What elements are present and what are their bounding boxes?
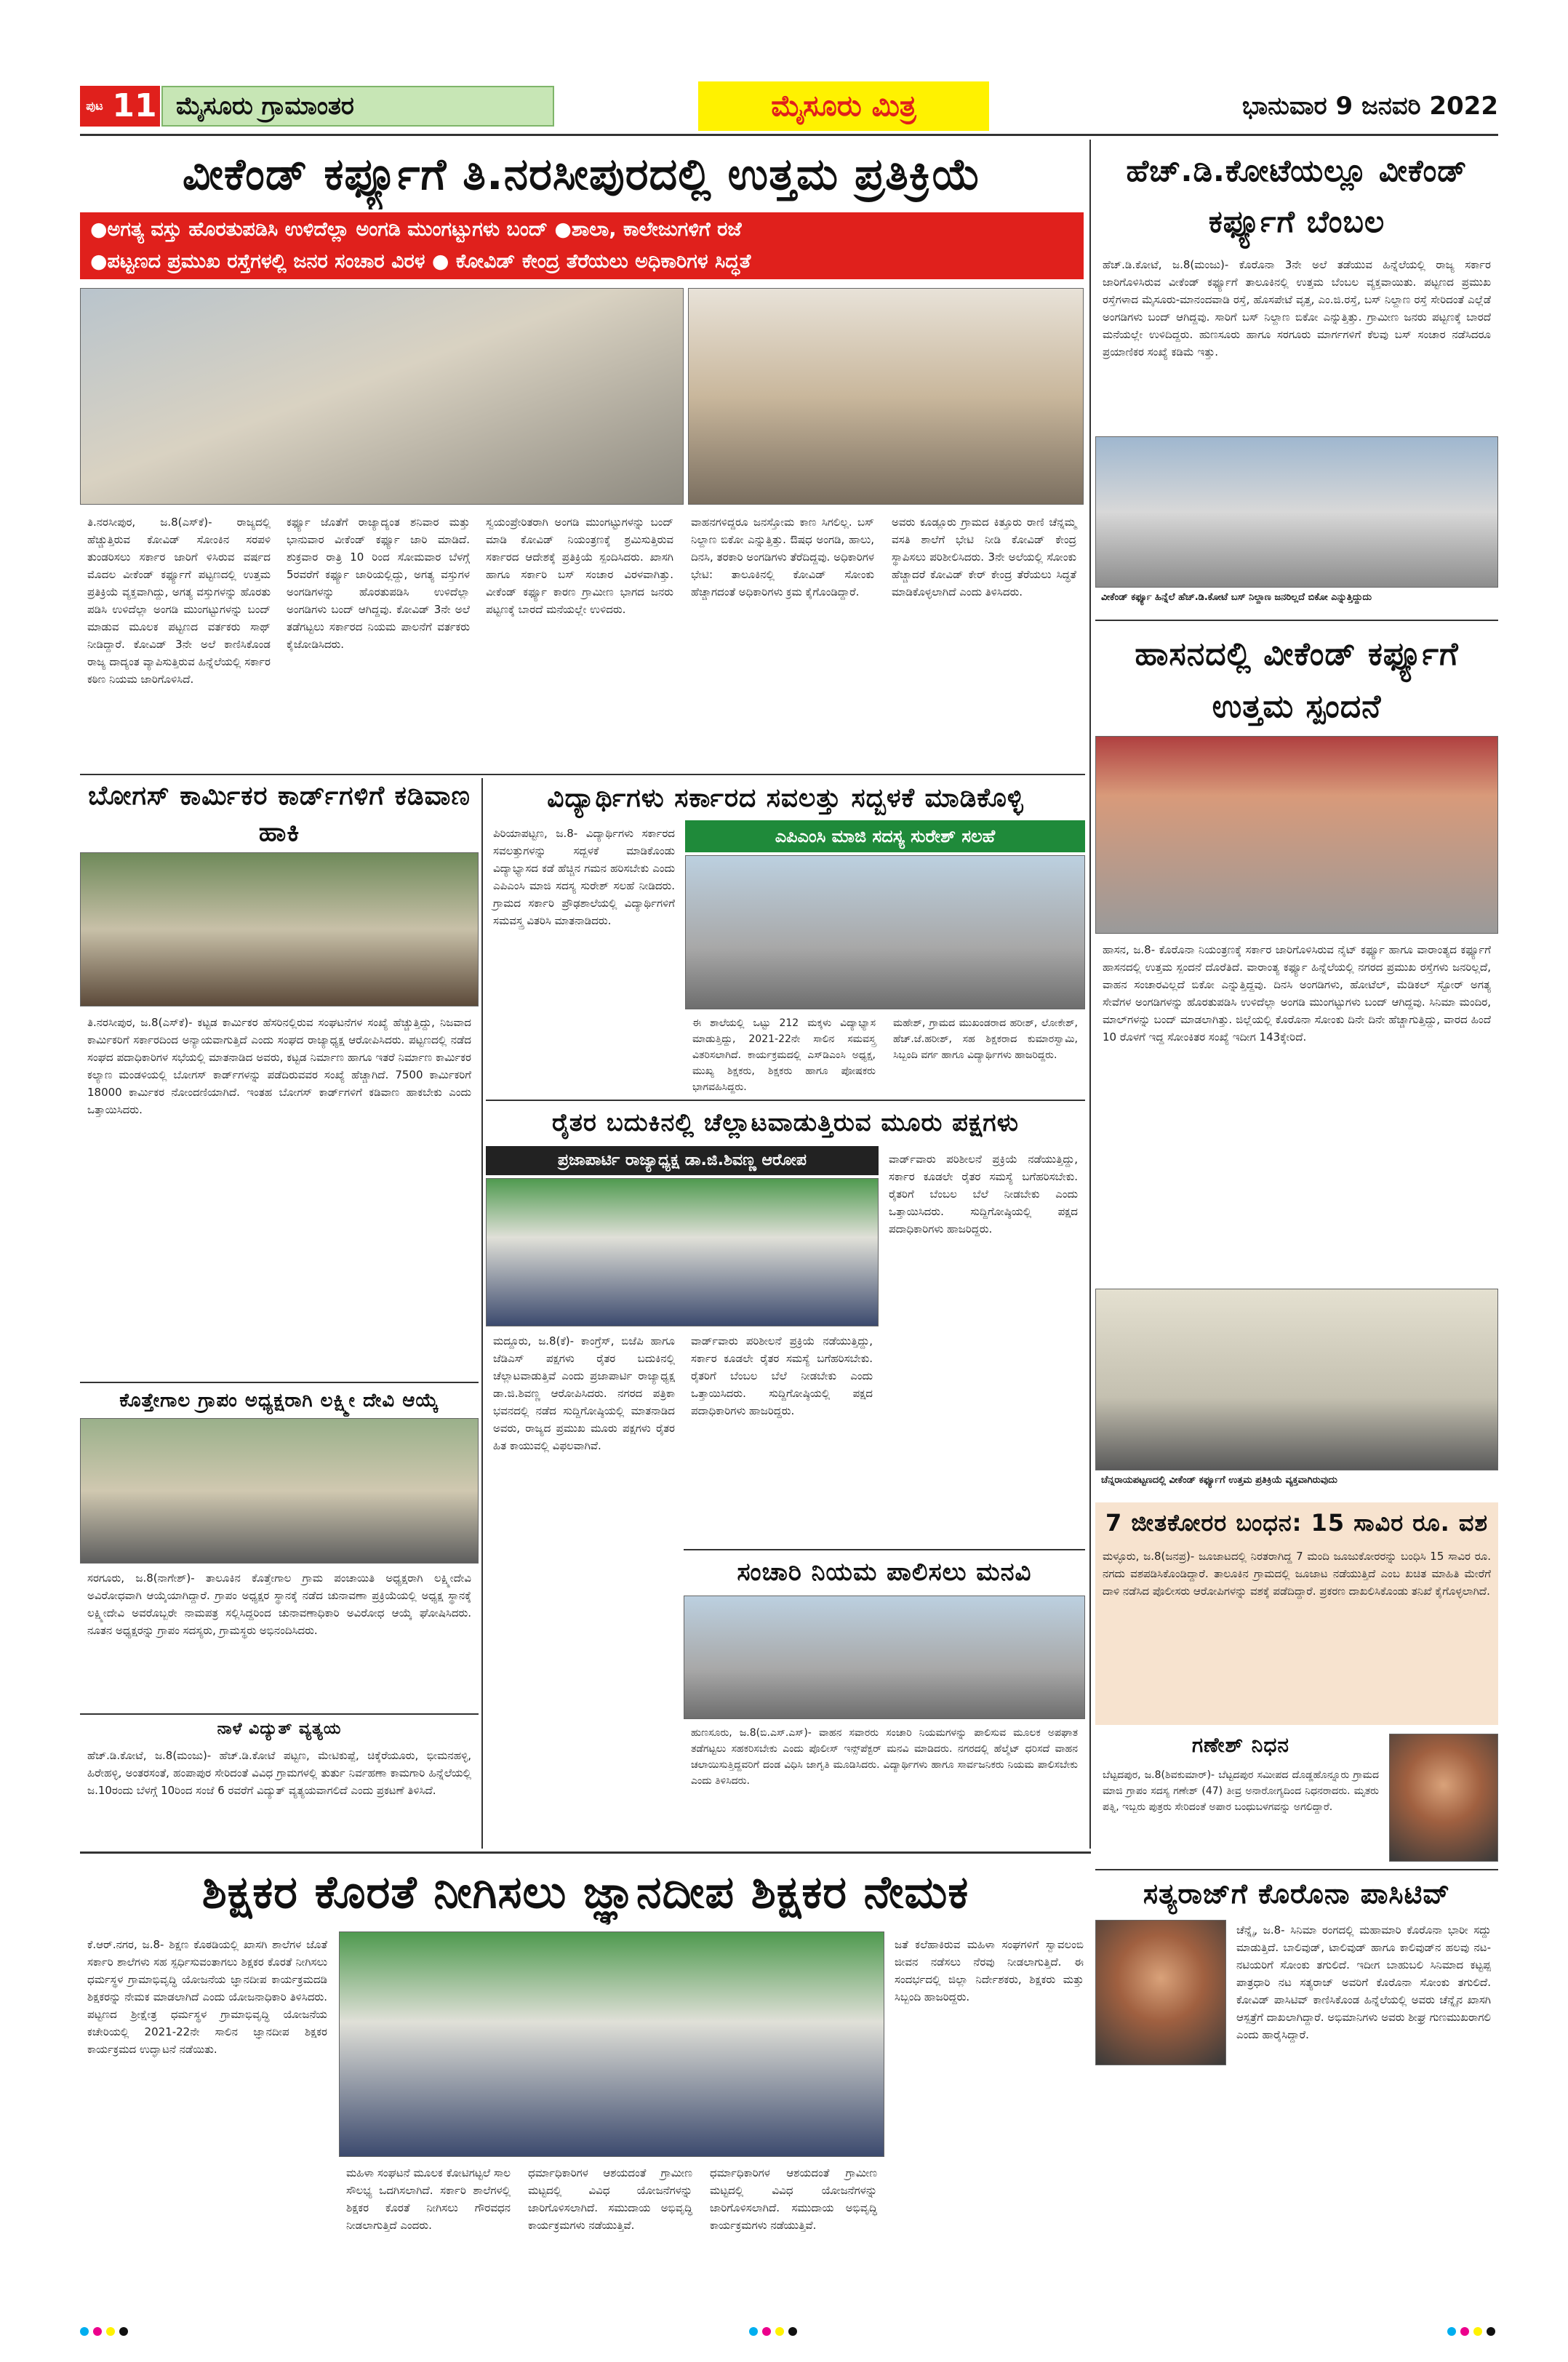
teachers-headline: ಶಿಕ್ಷಕರ ಕೊರತೆ ನೀಗಿಸಲು ಜ್ಞಾನದೀಪ ಶಿಕ್ಷಕರ ನೇಮಕ	[201, 1865, 969, 1918]
farmers-headline: ರೈತರ ಬದುಕಿನಲ್ಲಿ ಚೆಲ್ಲಾಟವಾಡುತ್ತಿರುವ ಮೂರು ಪಕ್ಷಗಳು	[552, 1108, 1019, 1137]
teachers-col-1: ಕೆ.ಆರ್.ನಗರ, ಜ.8- ಶಿಕ್ಷಣ ಕೊಠಡಿಯಲ್ಲಿ ಖಾಸಗಿ ಶಾಲೆಗಳ ಜೊತೆ ಸರ್ಕಾರಿ ಶಾಲೆಗಳು ಸಹ ಸ್ಪರ್ಧಿಸುವಂತಾಗಲು ಶಿಕ್ಷಕರ ಕೊರತೆ ನೀಗಿಸಲು ಧರ್ಮಸ್ಥಳ ಗ್ರಾಮಾಭಿವೃದ್ಧಿ ಯೋಜನೆಯ ಜ್ಞಾನದೀಪ ಕಾರ್ಯಕ್ರಮದಡಿ ಶಿಕ್ಷಕರನ್ನು ನೇಮಕ ಮಾಡಲಾಗಿದೆ ಎಂದು ಯೋಜನಾಧಿಕಾರಿ ತಿಳಿಸಿದರು. ಪಟ್ಟಣದ ಶ್ರೀಕ್ಷೇತ್ರ ಧರ್ಮಸ್ಥಳ ಗ್ರಾಮಾಭಿವೃದ್ಧಿ ಯೋಜನೆಯ ಕಚೇರಿಯಲ್ಲಿ 2021-22ನೇ ಸಾಲಿನ ಜ್ಞಾನದೀಪ ಶಿಕ್ಷಕರ ಕಾರ್ಯಕ್ರಮದ ಉದ್ಘಾಟನೆ ನಡೆಯಿತು.	[87, 1938, 327, 2056]
bullet-line-1: ●ಅಗತ್ಯ ವಸ್ತು ಹೊರತುಪಡಿಸಿ ಉಳಿದೆಲ್ಲಾ ಅಂಗಡಿ ಮುಂಗಟ್ಟುಗಳು ಬಂದ್ ●ಶಾಲಾ, ಕಾಲೇಜುಗಳಿಗೆ ರಜೆ	[90, 218, 742, 241]
photo-bus-stand	[688, 288, 1084, 505]
photo-hassan-market	[1095, 736, 1498, 934]
cmyk-dot	[1487, 2327, 1495, 2336]
power-body: ಹೆಚ್.ಡಿ.ಕೋಟೆ, ಜ.8(ಮಂಜು)- ಹೆಚ್.ಡಿ.ಕೋಟೆ ಪಟ್ಟಣ, ಮೇಟಿಕುಪ್ಪೆ, ಚಿಕ್ಕೆರೆಯೂರು, ಭೀಮನಹಳ್ಳಿ, ಹಿರೇಹಳ್ಳಿ, ಅಂತರಸಂತೆ, ಹಂಪಾಪುರ ಸೇರಿದಂತೆ ವಿವಿಧ ಗ್ರಾಮಗಳಲ್ಲಿ ತುರ್ತು ನಿರ್ವಹಣಾ ಕಾಮಗಾರಿ ಹಿನ್ನೆಲೆಯಲ್ಲಿ ಜ.10ರಂದು ಬೆಳಗ್ಗೆ 10ರಿಂದ ಸಂಜೆ 6 ರವರೆಗೆ ವಿದ್ಯುತ್ ವ್ಯತ್ಯಯವಾಗಲಿದೆ ಎಂದು ಪ್ರಕಟಣೆ ತಿಳಿಸಿದೆ.	[87, 1749, 471, 1797]
photo-uniform-distribution	[685, 855, 1085, 1009]
divider-teachers-top	[80, 1851, 1091, 1854]
cmyk-dot	[788, 2327, 797, 2336]
hassan-body: ಹಾಸನ, ಜ.8- ಕೊರೊನಾ ನಿಯಂತ್ರಣಕ್ಕೆ ಸರ್ಕಾರ ಜಾರಿಗೊಳಿಸಿರುವ ನೈಟ್ ಕರ್ಫ್ಯೂ ಹಾಗೂ ವಾರಾಂತ್ಯದ ಕರ್ಫ್ಯೂಗೆ ಹಾಸನದಲ್ಲಿ ಉತ್ತಮ ಸ್ಪಂದನೆ ದೊರೆತಿದೆ. ವಾರಾಂತ್ಯ ಕರ್ಫ್ಯೂ ಹಿನ್ನೆಲೆಯಲ್ಲಿ ನಗರದ ಪ್ರಮುಖ ರಸ್ತೆಗಳು ಜನರಿಲ್ಲದೆ, ವಾಹನ ಸಂಚಾರವಿಲ್ಲದೆ ಬಿಕೋ ಎನ್ನುತ್ತಿದ್ದವು. ದಿನಸಿ ಅಂಗಡಿಗಳು, ಹೋಟೆಲ್, ಮೆಡಿಕಲ್ ಸ್ಟೋರ್ ಅಗತ್ಯ ಸೇವೆಗಳ ಅಂಗಡಿಗಳನ್ನು ಹೊರತುಪಡಿಸಿ ಉಳಿದೆಲ್ಲಾ ಅಂಗಡಿ ಮುಂಗಟ್ಟುಗಳು ಬಂದ್ ಆಗಿದ್ದವು. ಸಿನಿಮಾ ಮಂದಿರ, ಮಾಲ್‌ಗಳನ್ನು ಬಂದ್ ಮಾಡಲಾಗಿತ್ತು. ಜಿಲ್ಲೆಯಲ್ಲಿ ಕೊರೊನಾ ಸೋಂಕು ದಿನೇ ದಿನೇ ಹೆಚ್ಚಾಗುತ್ತಿದ್ದು, ವಾರದ ಹಿಂದೆ 10 ರೊಳಗೆ ಇದ್ದ ಸೋಂಕಿತರ ಸಂಖ್ಯೆ ಇದೀಗ 143ಕ್ಕೇರಿದೆ.	[1103, 943, 1491, 1044]
page-number: 11	[109, 86, 160, 127]
students-body-1: ಪಿರಿಯಾಪಟ್ಟಣ, ಜ.8- ವಿದ್ಯಾರ್ಥಿಗಳು ಸರ್ಕಾರದ ಸವಲತ್ತುಗಳನ್ನು ಸದ್ಬಳಕೆ ಮಾಡಿಕೊಂಡು ವಿದ್ಯಾಭ್ಯಾಸದ ಕಡೆ ಹೆಚ್ಚಿನ ಗಮನ ಹರಿಸಬೇಕು ಎಂದು ಎಪಿಎಂಸಿ ಮಾಜಿ ಸದಸ್ಯ ಸುರೇಶ್ ಸಲಹೆ ನೀಡಿದರು. ಗ್ರಾಮದ ಸರ್ಕಾರಿ ಪ್ರೌಢಶಾಲೆಯಲ್ಲಿ ವಿದ್ಯಾರ್ಥಿಗಳಿಗೆ ಸಮವಸ್ತ್ರ ವಿತರಿಸಿ ಮಾತನಾಡಿದರು.	[493, 827, 675, 927]
header-rule	[80, 134, 1498, 136]
page-label: ಪುಟ	[80, 86, 109, 127]
cmyk-dot	[106, 2327, 115, 2336]
bogus-headline: ಬೋಗಸ್ ಕಾರ್ಮಿಕರ ಕಾರ್ಡ್‌ಗಳಿಗೆ ಕಡಿವಾಣ ಹಾಕಿ	[88, 781, 471, 847]
hd-kote-caption: ವೀಕೆಂಡ್ ಕರ್ಫ್ಯೂ ಹಿನ್ನೆಲೆ ಹೆಚ್.ಡಿ.ಕೋಟೆ ಬಸ್ ನಿಲ್ದಾಣ ಜನರಿಲ್ಲದೆ ಬಿಕೋ ಎನ್ನುತ್ತಿದ್ದುದು	[1095, 589, 1498, 618]
photo-hd-kote-bus-stand	[1095, 436, 1498, 588]
photo-press-meet	[486, 1178, 879, 1326]
main-col-4: ವಾಹನಗಳಿದ್ದರೂ ಜನಸ್ತೋಮ ಕಾಣ ಸಿಗಲಿಲ್ಲ. ಬಸ್ ನಿಲ್ದಾಣ ಬಿಕೋ ಎನ್ನುತ್ತಿತ್ತು. ಔಷಧ ಅಂಗಡಿ, ಹಾಲು, ದಿನಸಿ, ತರಕಾರಿ ಅಂಗಡಿಗಳು ತೆರೆದಿದ್ದವು. ಅಧಿಕಾರಿಗಳ ಭೇಟಿ: ತಾಲೂಕಿನಲ್ಲಿ ಕೋವಿಡ್ ಸೋಂಕು ಹೆಚ್ಚಾಗದಂತೆ ಅಧಿಕಾರಿಗಳು ಕ್ರಮ ಕೈಗೊಂಡಿದ್ದಾರೆ.	[691, 516, 874, 598]
issue-date: ಭಾನುವಾರ 9 ಜನವರಿ 2022	[1241, 92, 1498, 121]
divider-mid-2	[684, 1549, 1085, 1550]
page-header	[80, 81, 1498, 131]
main-headline: ವೀಕೆಂಡ್ ಕರ್ಫ್ಯೂಗೆ ತಿ.ನರಸೀಪುರದಲ್ಲಿ ಉತ್ತಮ ಪ್ರತಿಕ್ರಿಯೆ	[182, 149, 982, 200]
photo-closed-shops	[80, 288, 684, 505]
bonded-box	[1095, 1502, 1498, 1725]
divider-vert-right	[1089, 140, 1091, 1849]
section-name: ಮೈಸೂರು ಗ್ರಾಮಾಂತರ	[161, 86, 554, 127]
farmers-body-3-text: ವಾರ್ಡ್‌ವಾರು ಪರಿಶೀಲನೆ ಪ್ರಕ್ರಿಯೆ ನಡೆಯುತ್ತಿದ್ದು, ಸರ್ಕಾರ ಕೂಡಲೇ ರೈತರ ಸಮಸ್ಯೆ ಬಗೆಹರಿಸಬೇಕು. ರೈತರಿಗೆ ಬೆಂಬಲ ಬೆಲೆ ನೀಡಬೇಕು ಎಂದು ಒತ್ತಾಯಿಸಿದರು. ಸುದ್ದಿಗೋಷ್ಠಿಯಲ್ಲಿ ಪಕ್ಷದ ಪದಾಧಿಕಾರಿಗಳು ಹಾಜರಿದ್ದರು.	[889, 1153, 1078, 1236]
hd-kote-headline: ಹೆಚ್.ಡಿ.ಕೋಟೆಯಲ್ಲೂ ವೀಕೆಂಡ್ ಕರ್ಫ್ಯೂಗೆ ಬೆಂಬಲ	[1126, 153, 1468, 239]
main-col-2: ಕರ್ಫ್ಯೂ ಜೊತೆಗೆ ರಾಜ್ಯಾದ್ಯಂತ ಶನಿವಾರ ಮತ್ತು ಭಾನುವಾರ ವೀಕೆಂಡ್ ಕರ್ಫ್ಯೂ ಜಾರಿ ಮಾಡಿದೆ. ಶುಕ್ರವಾರ ರಾತ್ರಿ 10 ರಿಂದ ಸೋಮವಾರ ಬೆಳಗ್ಗೆ 5ರವರೆಗೆ ಕರ್ಫ್ಯೂ ಜಾರಿಯಲ್ಲಿದ್ದು, ಅಗತ್ಯ ವಸ್ತುಗಳ ಅಂಗಡಿಗಳನ್ನು ಹೊರತುಪಡಿಸಿ ಉಳಿದೆಲ್ಲಾ ಅಂಗಡಿಗಳು ಬಂದ್ ಆಗಿದ್ದವು. ಕೋವಿಡ್ 3ನೇ ಅಲೆ ತಡೆಗಟ್ಟಲು ಸರ್ಕಾರದ ನಿಯಮ ಪಾಲನೆಗೆ ವರ್ತಕರು ಕೈಜೋಡಿಸಿದರು.	[287, 516, 470, 651]
cmyk-dot	[1460, 2327, 1469, 2336]
photo-satyaraj	[1095, 1920, 1226, 2065]
bullet-line-2: ●ಪಟ್ಟಣದ ಪ್ರಮುಖ ರಸ್ತೆಗಳಲ್ಲಿ ಜನರ ಸಂಚಾರ ವಿರಳ ● ಕೋವಿಡ್ ಕೇಂದ್ರ ತೆರೆಯಲು ಅಧಿಕಾರಿಗಳ ಸಿದ್ಧತೆ	[90, 250, 751, 273]
satyaraj-body: ಚೆನ್ನೈ, ಜ.8- ಸಿನಿಮಾ ರಂಗದಲ್ಲಿ ಮಹಾಮಾರಿ ಕೊರೊನಾ ಭಾರೀ ಸದ್ದು ಮಾಡುತ್ತಿದೆ. ಬಾಲಿವುಡ್, ಟಾಲಿವುಡ್ ಹಾಗೂ ಕಾಲಿವುಡ್‌ನ ಹಲವು ನಟ-ನಟಿಯರಿಗೆ ಸೋಂಕು ತಗುಲಿದೆ. ಇದೀಗ ಬಾಹುಬಲಿ ಸಿನಿಮಾದ ಕಟ್ಟಪ್ಪ ಪಾತ್ರಧಾರಿ ನಟ ಸತ್ಯರಾಜ್ ಅವರಿಗೆ ಕೊರೊನಾ ಸೋಂಕು ತಗುಲಿದೆ. ಕೋವಿಡ್ ಪಾಸಿಟಿವ್ ಕಾಣಿಸಿಕೊಂಡ ಹಿನ್ನೆಲೆಯಲ್ಲಿ ಅವರು ಚೆನ್ನೈನ ಖಾಸಗಿ ಆಸ್ಪತ್ರೆಗೆ ದಾಖಲಾಗಿದ್ದಾರೆ. ಅಭಿಮಾನಿಗಳು ಅವರು ಶೀಘ್ರ ಗುಣಮುಖರಾಗಲಿ ಎಂದು ಹಾರೈಸಿದ್ದಾರೆ.	[1236, 1923, 1491, 2041]
lakshmi-headline: ಕೊತ್ತೇಗಾಲ ಗ್ರಾಪಂ ಅಧ್ಯಕ್ಷರಾಗಿ ಲಕ್ಷ್ಮೀ ದೇವಿ ಆಯ್ಕೆ	[119, 1390, 439, 1412]
main-col-1: ತಿ.ನರಸೀಪುರ, ಜ.8(ಎಸ್‌ಕೆ)- ರಾಜ್ಯದಲ್ಲಿ ಹೆಚ್ಚುತ್ತಿರುವ ಕೋವಿಡ್ ಸೋಂಕಿನ ಸರಪಳಿ ತುಂಡರಿಸಲು ಸರ್ಕಾರ ಜಾರಿಗೆ ಳಿಸಿರುವ ವರ್ಷದ ಮೊದಲ ವೀಕೆಂಡ್ ಕರ್ಫ್ಯೂಗೆ ಪಟ್ಟಣದಲ್ಲಿ ಉತ್ತಮ ಪ್ರತಿಕ್ರಿಯೆ ವ್ಯಕ್ತವಾಗಿದ್ದು, ಅಗತ್ಯ ವಸ್ತುಗಳನ್ನು ಹೊರತು ಪಡಿಸಿ ಉಳಿದೆಲ್ಲಾ ಅಂಗಡಿ ಮುಂಗಟ್ಟುಗಳನ್ನು ಬಂದ್ ಮಾಡುವ ಮೂಲಕ ಪಟ್ಟಣದ ವರ್ತಕರು ಸಾಥ್ ನೀಡಿದ್ದಾರೆ. ಕೋವಿಡ್ 3ನೇ ಅಲೆ ಕಾಣಿಸಿಕೊಂಡ ರಾಜ್ಯ ದಾದ್ಯಂತ ವ್ಯಾಪಿಸುತ್ತಿರುವ ಹಿನ್ನೆಲೆಯಲ್ಲಿ ಸರ್ಕಾರ ಕಠಿಣ ನಿಯಮ ಜಾರಿಗೊಳಿಸಿದೆ.	[87, 516, 271, 686]
photo-gram-panchayat	[80, 1418, 479, 1564]
traffic-body: ಹುಣಸೂರು, ಜ.8(ಬಿ.ಎಸ್.ಎಸ್)- ವಾಹನ ಸವಾರರು ಸಂಚಾರಿ ನಿಯಮಗಳನ್ನು ಪಾಲಿಸುವ ಮೂಲಕ ಅಪಘಾತ ತಡೆಗಟ್ಟಲು ಸಹಕರಿಸಬೇಕು ಎಂದು ಪೊಲೀಸ್ ಇನ್ಸ್‌ಪೆಕ್ಟರ್ ಮನವಿ ಮಾಡಿದರು. ನಗರದಲ್ಲಿ ಹೆಲ್ಮೆಟ್ ಧರಿಸದೆ ವಾಹನ ಚಲಾಯಿಸುತ್ತಿದ್ದವರಿಗೆ ದಂಡ ವಿಧಿಸಿ ಜಾಗೃತಿ ಮೂಡಿಸಿದರು. ವಿದ್ಯಾರ್ಥಿಗಳು ಹಾಗೂ ಸಾರ್ವಜನಿಕರು ನಿಯಮ ಪಾಲಿಸಬೇಕು ಎಂದು ತಿಳಿಸಿದರು.	[691, 1727, 1078, 1787]
teachers-col-5-text: ಧರ್ಮಾಧಿಕಾರಿಗಳ ಆಶಯದಂತೆ ಗ್ರಾಮೀಣ ಮಟ್ಟದಲ್ಲಿ ವಿವಿಧ ಯೋಜನೆಗಳನ್ನು ಜಾರಿಗೊಳಿಸಲಾಗಿದೆ. ಸಮುದಾಯ ಅಭಿವೃದ್ಧಿ ಕಾರ್ಯಕ್ರಮಗಳು ನಡೆಯುತ್ತಿವೆ.	[710, 2166, 877, 2232]
hassan-caption: ಚೆನ್ನರಾಯಪಟ್ಟಣದಲ್ಲಿ ವೀಕೆಂಡ್ ಕರ್ಫ್ಯೂಗೆ ಉತ್ತಮ ಪ್ರತಿಕ್ರಿಯೆ ವ್ಯಕ್ತವಾಗಿರುವುದು	[1095, 1472, 1498, 1500]
teachers-col-3: ಧರ್ಮಾಧಿಕಾರಿಗಳ ಆಶಯದಂತೆ ಗ್ರಾಮೀಣ ಮಟ್ಟದಲ್ಲಿ ವಿವಿಧ ಯೋಜನೆಗಳನ್ನು ಜಾರಿಗೊಳಿಸಲಾಗಿದೆ. ಸಮುದಾಯ ಅಭಿವೃದ್ಧಿ ಕಾರ್ಯಕ್ರಮಗಳು ನಡೆಯುತ್ತಿವೆ.	[528, 2166, 692, 2232]
farmers-body-3	[881, 1146, 1085, 1546]
photo-traffic-police	[684, 1596, 1085, 1719]
satyaraj-headline: ಸತ್ಯರಾಜ್‌ಗೆ ಕೊರೊನಾ ಪಾಸಿಟಿವ್	[1143, 1878, 1451, 1910]
photo-channarayapatna	[1095, 1289, 1498, 1470]
teachers-col-4: ಜತೆ ಕಲೆಹಾಕಿರುವ ಮಹಿಳಾ ಸಂಘಗಳಿಗೆ ಸ್ವಾವಲಂಬಿ ಜೀವನ ನಡೆಸಲು ನೆರವು ನೀಡಲಾಗುತ್ತಿದೆ. ಈ ಸಂದರ್ಭದಲ್ಲಿ ಜಿಲ್ಲಾ ನಿರ್ದೇಶಕರು, ಶಿಕ್ಷಕರು ಮತ್ತು ಸಿಬ್ಬಂದಿ ಹಾಜರಿದ್ದರು.	[895, 1938, 1084, 2003]
teachers-col-2: ಮಹಿಳಾ ಸಂಘಟನೆ ಮೂಲಕ ಕೋಟಿಗಟ್ಟಲೆ ಸಾಲ ಸೌಲಭ್ಯ ಒದಗಿಸಲಾಗಿದೆ. ಸರ್ಕಾರಿ ಶಾಲೆಗಳಲ್ಲಿ ಶಿಕ್ಷಕರ ಕೊರತೆ ನೀಗಿಸಲು ಗೌರವಧನ ನೀಡಲಾಗುತ್ತಿದೆ ಎಂದರು.	[346, 2166, 511, 2232]
masthead: ಮೈಸೂರು ಮಿತ್ರ	[698, 81, 989, 131]
main-bullets	[80, 212, 1084, 279]
power-headline: ನಾಳೆ ವಿದ್ಯುತ್ ವ್ಯತ್ಯಯ	[217, 1720, 342, 1738]
lakshmi-body: ಸರಗೂರು, ಜ.8(ನಾಗೇಶ್)- ತಾಲೂಕಿನ ಕೊತ್ತೇಗಾಲ ಗ್ರಾಮ ಪಂಚಾಯಿತಿ ಅಧ್ಯಕ್ಷರಾಗಿ ಲಕ್ಷ್ಮೀದೇವಿ ಅವಿರೋಧವಾಗಿ ಆಯ್ಕೆಯಾಗಿದ್ದಾರೆ. ಗ್ರಾಪಂ ಅಧ್ಯಕ್ಷರ ಸ್ಥಾನಕ್ಕೆ ನಡೆದ ಚುನಾವಣಾ ಪ್ರಕ್ರಿಯೆಯಲ್ಲಿ ಅಧ್ಯಕ್ಷ ಸ್ಥಾನಕ್ಕೆ ಲಕ್ಷ್ಮೀದೇವಿ ಅವರೊಬ್ಬರೇ ನಾಮಪತ್ರ ಸಲ್ಲಿಸಿದ್ದರಿಂದ ಚುನಾವಣಾಧಿಕಾರಿ ಅವಿರೋಧ ಆಯ್ಕೆ ಘೋಷಿಸಿದರು. ನೂತನ ಅಧ್ಯಕ್ಷರನ್ನು ಗ್ರಾಪಂ ಸದಸ್ಯರು, ಗ್ರಾಮಸ್ಥರು ಅಭಿನಂದಿಸಿದರು.	[87, 1572, 471, 1637]
students-body-3: ಮಹೇಶ್, ಗ್ರಾಮದ ಮುಖಂಡರಾದ ಹರೀಶ್, ಲೋಕೇಶ್, ಹೆಚ್.ಜೆ.ಹರೀಶ್, ಸಹ ಶಿಕ್ಷಕರಾದ ಕುಮಾರಸ್ವಾಮಿ, ಸಿಬ್ಬಂದಿ ವರ್ಗ ಹಾಗೂ ವಿದ್ಯಾರ್ಥಿಗಳು ಹಾಜರಿದ್ದರು.	[893, 1017, 1078, 1061]
divider-left-2	[80, 1713, 479, 1715]
divider-mid-1	[486, 1100, 1085, 1101]
hd-kote-body: ಹೆಚ್.ಡಿ.ಕೋಟೆ, ಜ.8(ಮಂಜು)- ಕೊರೊನಾ 3ನೇ ಅಲೆ ತಡೆಯುವ ಹಿನ್ನೆಲೆಯಲ್ಲಿ ರಾಜ್ಯ ಸರ್ಕಾರ ಜಾರಿಗೊಳಿಸಿರುವ ವೀಕೆಂಡ್ ಕರ್ಫ್ಯೂಗೆ ತಾಲೂಕಿನಲ್ಲಿ ಉತ್ತಮ ಬೆಂಬಲ ವ್ಯಕ್ತವಾಯಿತು. ಪಟ್ಟಣದ ಪ್ರಮುಖ ರಸ್ತೆಗಳಾದ ಮೈಸೂರು-ಮಾನಂದವಾಡಿ ರಸ್ತೆ, ಹೊಸಪೇಟೆ ವೃತ್ತ, ಎಂ.ಜಿ.ರಸ್ತೆ, ಬಸ್ ನಿಲ್ದಾಣ ರಸ್ತೆ ಸೇರಿದಂತೆ ಎಲ್ಲೆಡೆ ಅಂಗಡಿಗಳು ಬಂದ್ ಆಗಿದ್ದವು. ಸಾರಿಗೆ ಬಸ್ ನಿಲ್ದಾಣ ಬಿಕೋ ಎನ್ನುತ್ತಿತ್ತು. ಗ್ರಾಮೀಣ ಜನರು ಪಟ್ಟಣಕ್ಕೆ ಬಾರದೆ ಮನೆಯಲ್ಲೇ ಉಳಿದಿದ್ದರು. ಹುಣಸೂರು ಹಾಗೂ ಸರಗೂರು ಮಾರ್ಗಗಳಿಗೆ ಕೆಲವು ಬಸ್ ಸಂಚಾರ ನಡೆಸಿದರೂ ಪ್ರಯಾಣಿಕರ ಸಂಖ್ಯೆ ಕಡಿಮೆ ಇತ್ತು.	[1103, 258, 1491, 359]
obituary-body: ಬೆಟ್ಟದಪುರ, ಜ.8(ಶಿವಕುಮಾರ್)- ಬೆಟ್ಟದಪುರ ಸಮೀಪದ ದೊಡ್ಡಹೊನ್ನೂರು ಗ್ರಾಮದ ಮಾಜಿ ಗ್ರಾಪಂ ಸದಸ್ಯ ಗಣೇಶ್ (47) ತೀವ್ರ ಅನಾರೋಗ್ಯದಿಂದ ನಿಧನರಾದರು. ಮೃತರು ಪತ್ನಿ, ಇಬ್ಬರು ಪುತ್ರರು ಸೇರಿದಂತೆ ಅಪಾರ ಬಂಧುಬಳಗವನ್ನು ಅಗಲಿದ್ದಾರೆ.	[1103, 1769, 1379, 1813]
traffic-headline: ಸಂಚಾರಿ ನಿಯಮ ಪಾಲಿಸಲು ಮನವಿ	[737, 1558, 1032, 1587]
main-col-5: ಅವರು ಕೂಡ್ಲೂರು ಗ್ರಾಮದ ಕಿತ್ತೂರು ರಾಣಿ ಚೆನ್ನಮ್ಮ ವಸತಿ ಶಾಲೆಗೆ ಭೇಟಿ ನೀಡಿ ಕೋವಿಡ್ ಕೇಂದ್ರ ಸ್ಥಾಪಿಸಲು ಪರಿಶೀಲಿಸಿದರು. 3ನೇ ಅಲೆಯಲ್ಲಿ ಸೋಂಕು ಹೆಚ್ಚಾದರೆ ಕೋವಿಡ್ ಕೇರ್ ಕೇಂದ್ರ ತೆರೆಯಲು ಸಿದ್ಧತೆ ಮಾಡಿಕೊಳ್ಳಲಾಗಿದೆ ಎಂದು ತಿಳಿಸಿದರು.	[892, 516, 1076, 598]
students-body-2: ಈ ಶಾಲೆಯಲ್ಲಿ ಒಟ್ಟು 212 ಮಕ್ಕಳು ವಿದ್ಯಾಭ್ಯಾಸ ಮಾಡುತ್ತಿದ್ದು, 2021-22ನೇ ಸಾಲಿನ ಸಮವಸ್ತ್ರ ವಿತರಿಸಲಾಗಿದೆ. ಕಾರ್ಯಕ್ರಮದಲ್ಲಿ ಎಸ್‌ಡಿಎಂಸಿ ಅಧ್ಯಕ್ಷ, ಮುಖ್ಯ ಶಿಕ್ಷಕರು, ಶಿಕ್ಷಕರು ಹಾಗೂ ಪೋಷಕರು ಭಾಗವಹಿಸಿದ್ದರು.	[692, 1017, 876, 1093]
hassan-headline: ಹಾಸನದಲ್ಲಿ ವೀಕೆಂಡ್ ಕರ್ಫ್ಯೂಗೆ ಉತ್ತಮ ಸ್ಪಂದನೆ	[1135, 636, 1459, 725]
divider-main-bottom	[80, 774, 1085, 775]
cmyk-dot	[749, 2327, 758, 2336]
bonded-headline: 7 ಜೀತಕೋರರ ಬಂಧನ: 15 ಸಾವಿರ ರೂ. ವಶ	[1105, 1509, 1489, 1537]
cmyk-dot	[1447, 2327, 1456, 2336]
bonded-body: ಮಳ್ಳೂರು, ಜ.8(ಜನಪ್ರ)- ಜೂಜಾಟದಲ್ಲಿ ನಿರತರಾಗಿದ್ದ 7 ಮಂದಿ ಜೂಜುಕೋರರನ್ನು ಬಂಧಿಸಿ 15 ಸಾವಿರ ರೂ. ನಗದು ವಶಪಡಿಸಿಕೊಂಡಿದ್ದಾರೆ. ತಾಲೂಕಿನ ಗ್ರಾಮದಲ್ಲಿ ಜೂಜಾಟ ನಡೆಯುತ್ತಿದೆ ಎಂಬ ಖಚಿತ ಮಾಹಿತಿ ಮೇರೆಗೆ ದಾಳಿ ನಡೆಸಿದ ಪೊಲೀಸರು ಆರೋಪಿಗಳನ್ನು ವಶಕ್ಕೆ ಪಡೆದಿದ್ದಾರೆ. ಪ್ರಕರಣ ದಾಖಲಿಸಿಕೊಂಡು ತನಿಖೆ ಕೈಗೊಳ್ಳಲಾಗಿದೆ.	[1103, 1550, 1491, 1598]
students-sub: ಎಪಿಎಂಸಿ ಮಾಜಿ ಸದಸ್ಯ ಸುರೇಶ್ ಸಲಹೆ	[685, 820, 1085, 852]
farmers-body-2: ವಾರ್ಡ್‌ವಾರು ಪರಿಶೀಲನೆ ಪ್ರಕ್ರಿಯೆ ನಡೆಯುತ್ತಿದ್ದು, ಸರ್ಕಾರ ಕೂಡಲೇ ರೈತರ ಸಮಸ್ಯೆ ಬಗೆಹರಿಸಬೇಕು. ರೈತರಿಗೆ ಬೆಂಬಲ ಬೆಲೆ ನೀಡಬೇಕು ಎಂದು ಒತ್ತಾಯಿಸಿದರು. ಸುದ್ದಿಗೋಷ್ಠಿಯಲ್ಲಿ ಪಕ್ಷದ ಪದಾಧಿಕಾರಿಗಳು ಹಾಜರಿದ್ದರು.	[691, 1334, 873, 1417]
teachers-col-5	[703, 2160, 884, 2317]
divider-left-1	[80, 1382, 479, 1383]
farmers-body-1: ಮದ್ದೂರು, ಜ.8(ಕೆ)- ಕಾಂಗ್ರೆಸ್, ಬಿಜೆಪಿ ಹಾಗೂ ಜೆಡಿಎಸ್ ಪಕ್ಷಗಳು ರೈತರ ಬದುಕಿನಲ್ಲಿ ಚೆಲ್ಲಾಟವಾಡುತ್ತಿವೆ ಎಂದು ಪ್ರಜಾಪಾರ್ಟಿ ರಾಜ್ಯಾಧ್ಯಕ್ಷ ಡಾ.ಜಿ.ಶಿವಣ್ಣ ಆರೋಪಿಸಿದರು. ನಗರದ ಪತ್ರಿಕಾ ಭವನದಲ್ಲಿ ನಡೆದ ಸುದ್ದಿಗೋಷ್ಠಿಯಲ್ಲಿ ಮಾತನಾಡಿದ ಅವರು, ರಾಜ್ಯದ ಪ್ರಮುಖ ಮೂರು ಪಕ್ಷಗಳು ರೈತರ ಹಿತ ಕಾಯುವಲ್ಲಿ ವಿಫಲವಾಗಿವೆ.	[493, 1334, 675, 1452]
bogus-body: ತಿ.ನರಸೀಪುರ, ಜ.8(ಎಸ್‌ಕೆ)- ಕಟ್ಟಡ ಕಾರ್ಮಿಕರ ಹೆಸರಿನಲ್ಲಿರುವ ಸಂಘಟನೆಗಳ ಸಂಖ್ಯೆ ಹೆಚ್ಚುತ್ತಿದ್ದು, ನಿಜವಾದ ಕಾರ್ಮಿಕರಿಗೆ ಸರ್ಕಾರದಿಂದ ಅನ್ಯಾಯವಾಗುತ್ತಿದೆ ಎಂದು ಸಂಘದ ರಾಜ್ಯಾಧ್ಯಕ್ಷ ಆರೋಪಿಸಿದರು. ಪಟ್ಟಣದಲ್ಲಿ ನಡೆದ ಸಂಘದ ಪದಾಧಿಕಾರಿಗಳ ಸಭೆಯಲ್ಲಿ ಮಾತನಾಡಿದ ಅವರು, ಕಟ್ಟಡ ನಿರ್ಮಾಣ ಹಾಗೂ ಇತರೆ ನಿರ್ಮಾಣ ಕಾರ್ಮಿಕರ ಕಲ್ಯಾಣ ಮಂಡಳಿಯಲ್ಲಿ ಬೋಗಸ್ ಕಾರ್ಡ್‌ಗಳನ್ನು ಪಡೆದಿರುವವರ ಸಂಖ್ಯೆ ಹೆಚ್ಚಾಗಿದೆ. 7500 ಕಾರ್ಮಿಕರಿಗೆ 18000 ಕಾರ್ಮಿಕರ ನೋಂದಣಿಯಾಗಿದೆ. ಇಂತಹ ಬೋಗಸ್ ಕಾರ್ಡ್‌ಗಳಿಗೆ ಕಡಿವಾಣ ಹಾಕಬೇಕು ಎಂದು ಒತ್ತಾಯಿಸಿದರು.	[87, 1016, 471, 1116]
cmyk-dot	[93, 2327, 102, 2336]
cmyk-dot	[1473, 2327, 1482, 2336]
photo-jnanadeepa-event	[339, 1931, 884, 2157]
divider-vert-left	[481, 778, 483, 1849]
main-col-3: ಸ್ವಯಂಪ್ರೇರಿತರಾಗಿ ಅಂಗಡಿ ಮುಂಗಟ್ಟುಗಳನ್ನು ಬಂದ್ ಮಾಡಿ ಕೋವಿಡ್ ನಿಯಂತ್ರಣಕ್ಕೆ ಶ್ರಮಿಸುತ್ತಿರುವ ಸರ್ಕಾರದ ಆದೇಶಕ್ಕೆ ಪ್ರತಿಕ್ರಿಯೆ ಸ್ಪಂದಿಸಿದರು. ಖಾಸಗಿ ಹಾಗೂ ಸರ್ಕಾರಿ ಬಸ್ ಸಂಚಾರ ವಿರಳವಾಗಿತ್ತು. ವೀಕೆಂಡ್ ಕರ್ಫ್ಯೂ ಕಾರಣ ಗ್ರಾಮೀಣ ಭಾಗದ ಜನರು ಪಟ್ಟಣಕ್ಕೆ ಬಾರದೆ ಮನೆಯಲ್ಲೇ ಉಳಿದರು.	[486, 516, 673, 616]
cmyk-dot	[775, 2327, 784, 2336]
obituary-headline: ಗಣೇಶ್ ನಿಧನ	[1192, 1733, 1289, 1757]
photo-labour-meeting	[80, 852, 479, 1006]
farmers-sub: ಪ್ರಜಾಪಾರ್ಟಿ ರಾಜ್ಯಾಧ್ಯಕ್ಷ ಡಾ.ಜಿ.ಶಿವಣ್ಣ ಆರೋಪ	[486, 1146, 879, 1175]
photo-ganesh	[1389, 1734, 1498, 1862]
divider-right-2	[1095, 1869, 1498, 1870]
cmyk-dot	[119, 2327, 128, 2336]
divider-right-1	[1095, 620, 1498, 621]
cmyk-dot	[80, 2327, 89, 2336]
cmyk-dot	[762, 2327, 771, 2336]
students-headline: ವಿದ್ಯಾರ್ಥಿಗಳು ಸರ್ಕಾರದ ಸವಲತ್ತು ಸದ್ಬಳಕೆ ಮಾಡಿಕೊಳ್ಳಿ	[547, 783, 1024, 813]
